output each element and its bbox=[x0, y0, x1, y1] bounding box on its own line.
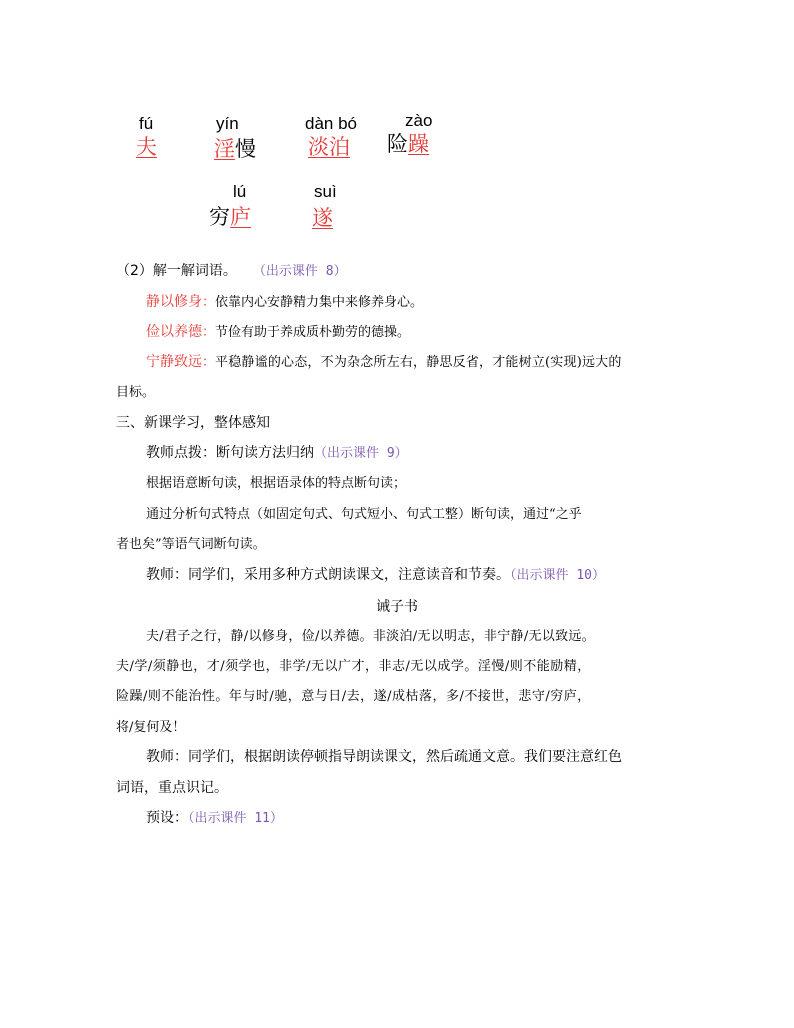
teacher-line-3b: 词语，重点识记。 bbox=[116, 780, 228, 796]
term-sep: ： bbox=[202, 325, 216, 340]
text-line-2: 夫/学/须静也，才/须学也，非学/无以广才，非志/无以成学。淫慢/则不能励精， bbox=[116, 659, 591, 674]
slide-ref-11: （出示课件 11） bbox=[188, 811, 283, 826]
term-definition: 节俭有助于养成质朴勤劳的德操。 bbox=[215, 325, 411, 340]
preset-label: 预设： bbox=[146, 810, 188, 826]
slide-ref-10: （出示课件 10） bbox=[510, 568, 605, 583]
term-definition: 平稳静谧的心态，不为杂念所左右，静思反省，才能树立(实现)远大的 bbox=[215, 355, 622, 370]
pinyin-fu: fú bbox=[139, 114, 154, 133]
term-label: 宁静致远 bbox=[146, 354, 202, 370]
term-sep: ： bbox=[202, 355, 216, 370]
term-jianyiyangde bbox=[146, 322, 410, 343]
method-2b: 者也矣”等语气词断句读。 bbox=[116, 537, 266, 552]
term-label: 俭以养德 bbox=[146, 324, 202, 340]
text-line-1: 夫/君子之行，静/以修身，俭/以养德。非淡泊/无以明志，非宁静/无以致远。 bbox=[146, 629, 595, 644]
word-danbo: 淡泊 bbox=[308, 135, 350, 159]
pinyin-sui: suì bbox=[314, 182, 337, 201]
term-sep: ： bbox=[202, 295, 216, 310]
word-yinman bbox=[214, 136, 256, 162]
word-xianzao bbox=[387, 131, 429, 157]
heading-text: （2）解一解词语。 bbox=[116, 263, 237, 279]
word-qionglu bbox=[209, 204, 251, 230]
term3-continuation: 目标。 bbox=[116, 385, 156, 400]
teacher-tip-line bbox=[146, 443, 408, 464]
text-line-4: 将/复何及！ bbox=[116, 720, 186, 735]
term-definition: 依靠内心安静精力集中来修养身心。 bbox=[215, 295, 424, 310]
section3-heading: 三、新课学习，整体感知 bbox=[116, 415, 270, 431]
char-sui: 遂 bbox=[312, 206, 333, 230]
slide-ref-8: （出示课件 8） bbox=[252, 264, 347, 279]
pinyin-yin: yín bbox=[216, 114, 239, 133]
teacher-tip: 教师点拨：断句读方法归纳 bbox=[146, 445, 314, 461]
char-lu: 庐 bbox=[230, 205, 251, 229]
text-line-3: 险躁/则不能治性。年与时/驰，意与日/去，遂/成枯落，多/不接世，悲守/穷庐， bbox=[116, 689, 591, 704]
preset-line bbox=[146, 808, 283, 829]
char-zao: 躁 bbox=[408, 132, 429, 156]
text-title: 诫子书 bbox=[376, 599, 418, 615]
slide-ref-9: （出示课件 9） bbox=[314, 446, 408, 461]
method-2a: 通过分析句式特点（如固定句式、句式短小、句式工整）断句读，通过“之乎 bbox=[146, 507, 582, 522]
term-jingyixiushen bbox=[146, 292, 423, 313]
teacher-line-3a: 教师：同学们，根据朗读停顿指导朗读课文，然后疏通文意。我们要注意红色 bbox=[146, 749, 622, 765]
char-xian: 险 bbox=[387, 132, 408, 156]
term-ningjingzhiyuan bbox=[146, 352, 622, 373]
char-yin: 淫 bbox=[214, 137, 235, 161]
pinyin-danbo: dàn bó bbox=[305, 114, 357, 133]
term-label: 静以修身 bbox=[146, 294, 202, 310]
char-man: 慢 bbox=[235, 137, 256, 161]
teacher-instruction-2: 教师：同学们，采用多种方式朗读课文，注意读音和节奏。 bbox=[146, 567, 510, 583]
pinyin-zao: zào bbox=[405, 111, 433, 130]
pinyin-lu: lú bbox=[233, 182, 247, 201]
char-qiong: 穷 bbox=[209, 205, 230, 229]
teacher-line-2 bbox=[146, 565, 605, 586]
method-1: 根据语意断句读，根据语录体的特点断句读； bbox=[146, 476, 407, 491]
char-fu: 夫 bbox=[136, 135, 157, 159]
section2-heading bbox=[116, 261, 347, 282]
